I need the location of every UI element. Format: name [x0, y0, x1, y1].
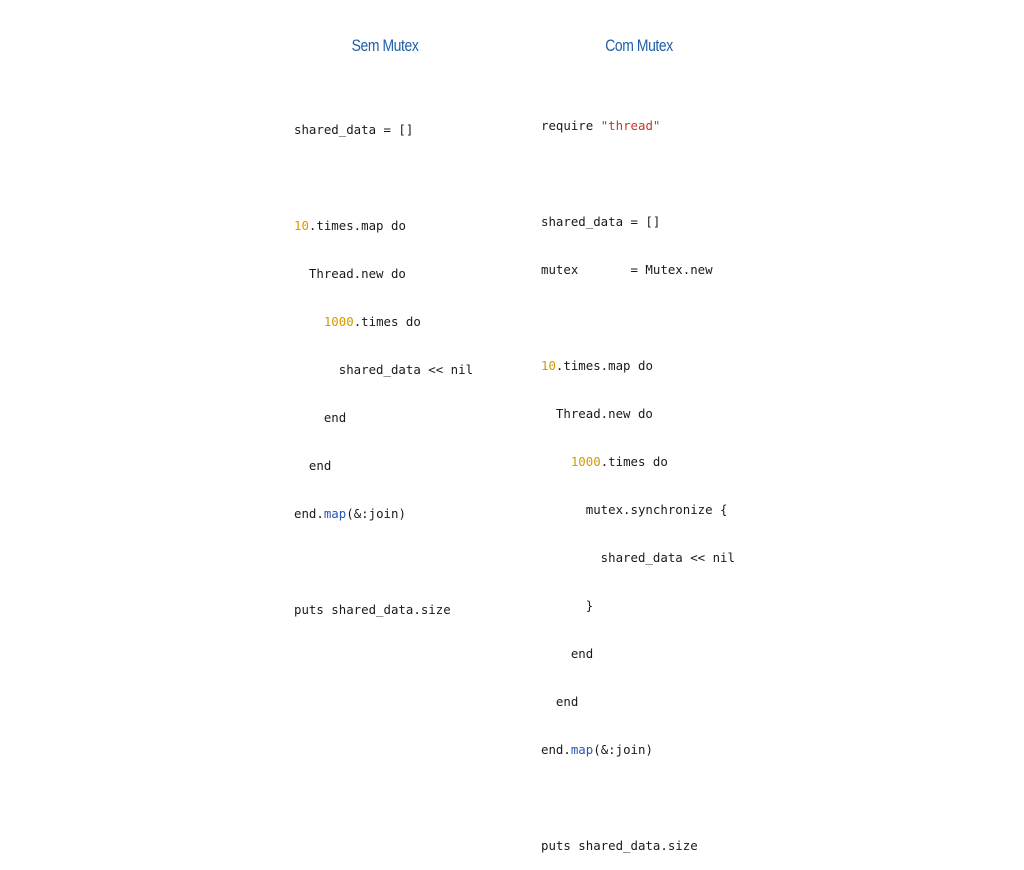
code-text: end — [294, 410, 347, 425]
code-line — [294, 218, 473, 234]
code-text: .times do — [353, 314, 421, 329]
code-text: shared_data = [] — [541, 214, 661, 229]
code-line — [541, 646, 735, 662]
blank-line — [541, 790, 735, 806]
code-line — [541, 358, 735, 374]
code-line — [294, 410, 473, 426]
code-text: end. — [541, 742, 571, 757]
code-text: shared_data << nil — [294, 362, 474, 377]
code-line — [541, 502, 735, 518]
code-text: end. — [294, 506, 324, 521]
code-text: puts shared_data.size — [541, 838, 698, 853]
number-literal: 1000 — [570, 454, 601, 469]
code-text: mutex = Mutex.new — [541, 262, 713, 277]
number-literal: 10 — [294, 218, 309, 233]
code-line — [294, 362, 473, 378]
code-line — [541, 118, 735, 134]
code-text: shared_data << nil — [541, 550, 735, 565]
code-text: shared_data = [] — [294, 122, 414, 137]
code-line — [294, 506, 473, 522]
code-text: end — [541, 646, 594, 661]
number-literal: 1000 — [323, 314, 354, 329]
code-text: .times.map do — [308, 218, 406, 233]
code-text: mutex.synchronize { — [541, 502, 728, 517]
blank-line — [541, 166, 735, 182]
code-text: (&:join) — [346, 506, 406, 521]
code-text: Thread.new do — [541, 406, 653, 421]
code-line — [541, 742, 735, 758]
code-text: require — [541, 118, 601, 133]
code-line — [541, 694, 735, 710]
code-line — [294, 266, 473, 282]
string-literal: "thread" — [600, 118, 661, 133]
number-literal: 10 — [541, 358, 556, 373]
method-name: map — [323, 506, 347, 521]
code-line — [541, 454, 735, 470]
indent — [294, 314, 324, 329]
blank-line — [294, 170, 473, 186]
code-line — [541, 262, 735, 278]
blank-line — [541, 310, 735, 326]
code-text: end — [294, 458, 332, 473]
code-line — [541, 214, 735, 230]
method-name: map — [570, 742, 594, 757]
code-line — [541, 598, 735, 614]
code-text: end — [541, 694, 579, 709]
code-line — [294, 122, 473, 138]
blank-line — [294, 554, 473, 570]
code-line — [541, 550, 735, 566]
right-column-title: Com Mutex — [605, 36, 673, 55]
code-block-without-mutex — [294, 90, 473, 634]
indent — [541, 454, 571, 469]
code-text: Thread.new do — [294, 266, 406, 281]
code-text: .times do — [600, 454, 668, 469]
code-text: puts shared_data.size — [294, 602, 451, 617]
left-column-title: Sem Mutex — [351, 36, 419, 55]
code-text: (&:join) — [593, 742, 653, 757]
code-line — [541, 406, 735, 422]
code-line — [294, 602, 473, 618]
code-text: .times.map do — [555, 358, 653, 373]
code-text: } — [541, 598, 594, 613]
code-line — [294, 458, 473, 474]
code-block-with-mutex — [541, 86, 735, 870]
code-line — [541, 838, 735, 854]
code-line — [294, 314, 473, 330]
